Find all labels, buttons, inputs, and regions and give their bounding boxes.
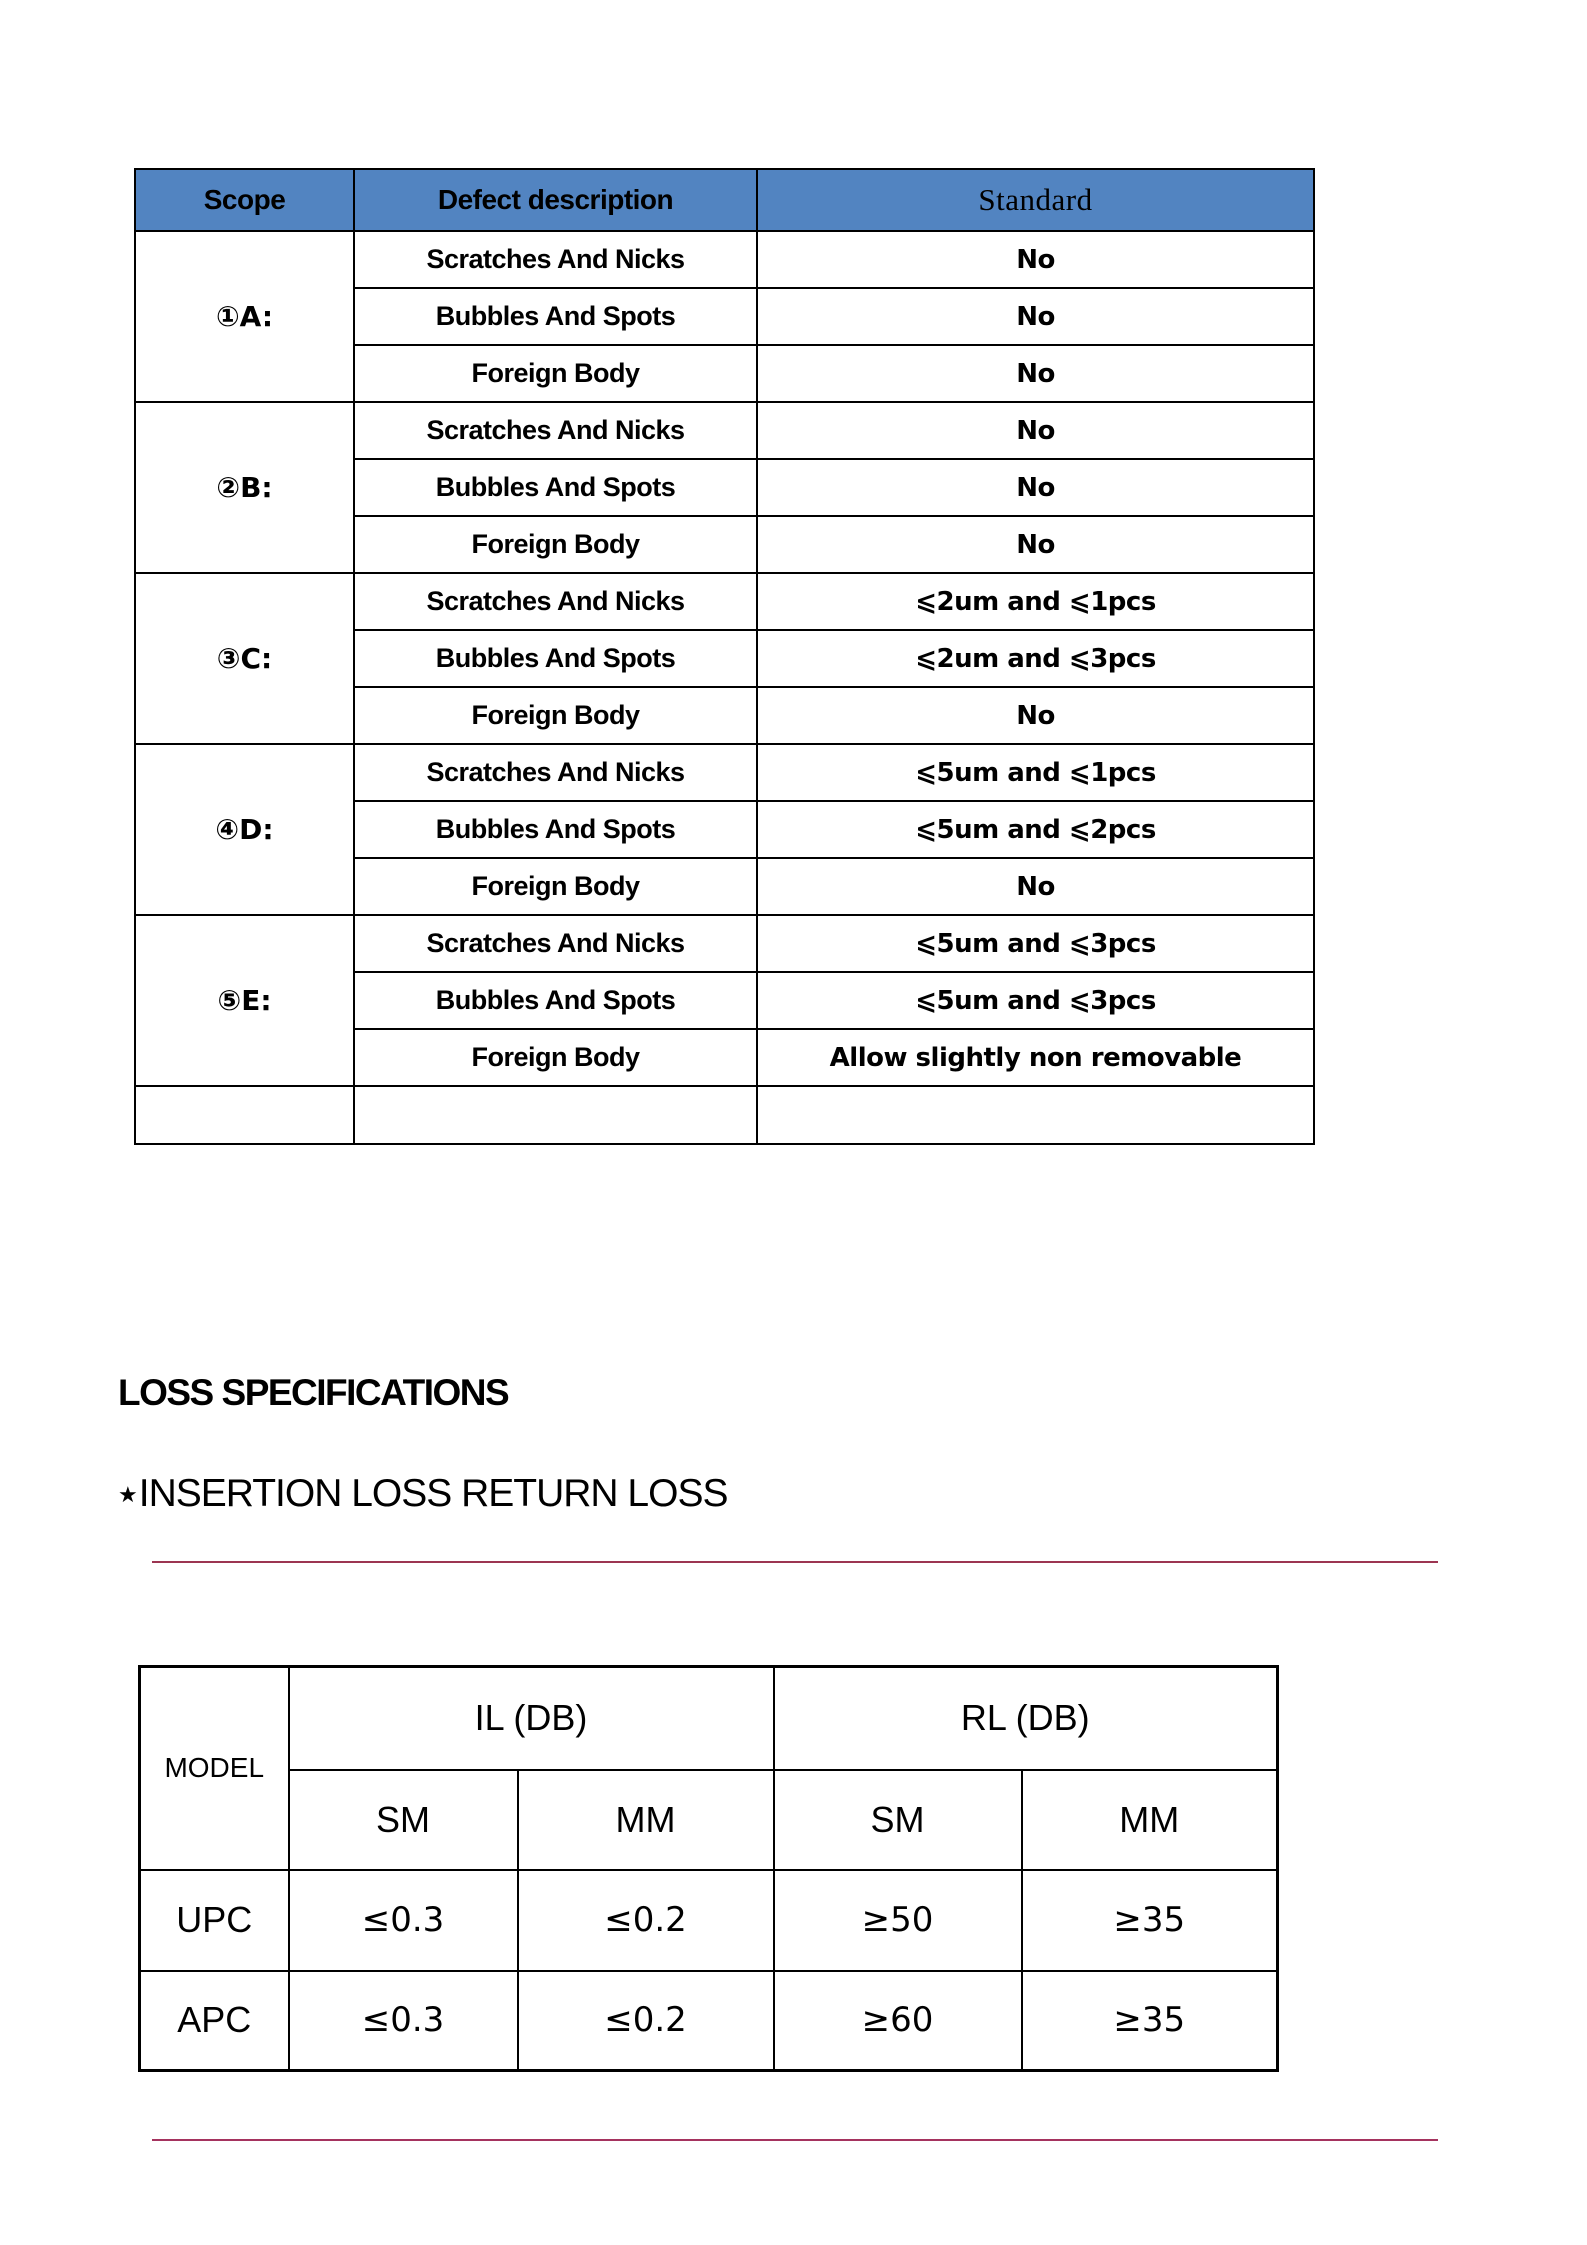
defect-cell: Foreign Body <box>354 687 757 744</box>
il-sm-value: ≤0.3 <box>289 1971 518 2071</box>
defect-cell: Foreign Body <box>354 1029 757 1086</box>
defect-cell: Scratches And Nicks <box>354 402 757 459</box>
rl-sm-value: ≥60 <box>774 1971 1022 2071</box>
defect-cell: Foreign Body <box>354 345 757 402</box>
standard-cell: ⩽5um and ⩽3pcs <box>757 972 1314 1029</box>
standard-cell: No <box>757 345 1314 402</box>
insertion-loss-subtitle-text: INSERTION LOSS RETURN LOSS <box>138 1472 728 1515</box>
il-mm-value: ≤0.2 <box>518 1971 774 2071</box>
table-row-apc <box>140 1971 1278 2071</box>
standard-cell: No <box>757 288 1314 345</box>
table-row <box>135 231 1314 288</box>
standard-cell: ⩽5um and ⩽3pcs <box>757 915 1314 972</box>
col-header-standard: Standard <box>757 169 1314 231</box>
defect-cell: Scratches And Nicks <box>354 231 757 288</box>
table-row <box>135 573 1314 630</box>
defect-cell: Bubbles And Spots <box>354 288 757 345</box>
rl-sm-value: ≥50 <box>774 1870 1022 1971</box>
empty-cell <box>135 1086 354 1144</box>
horizontal-rule-top <box>152 1561 1438 1563</box>
empty-table-row <box>135 1086 1314 1144</box>
rl-sm-header-cell: SM <box>774 1770 1022 1870</box>
il-sm-value: ≤0.3 <box>289 1870 518 1971</box>
empty-cell <box>757 1086 1314 1144</box>
standard-cell: No <box>757 858 1314 915</box>
standard-cell: No <box>757 459 1314 516</box>
model-cell: UPC <box>140 1870 289 1971</box>
col-header-defect-description: Defect description <box>354 169 757 231</box>
scope-cell-b: ②B: <box>135 402 354 573</box>
defect-cell: Foreign Body <box>354 516 757 573</box>
il-sm-header-cell: SM <box>289 1770 518 1870</box>
defect-cell: Bubbles And Spots <box>354 459 757 516</box>
scope-cell-c: ③C: <box>135 573 354 744</box>
defect-cell: Bubbles And Spots <box>354 630 757 687</box>
scope-cell-d: ④D: <box>135 744 354 915</box>
scope-cell-a: ①A: <box>135 231 354 402</box>
horizontal-rule-bottom <box>152 2139 1438 2141</box>
star-icon: ★ <box>118 1482 138 1507</box>
defect-cell: Foreign Body <box>354 858 757 915</box>
standard-cell: No <box>757 687 1314 744</box>
model-cell: APC <box>140 1971 289 2071</box>
loss-table-subheader-row <box>140 1770 1278 1870</box>
model-header-cell: MODEL <box>140 1667 289 1870</box>
standard-cell: No <box>757 231 1314 288</box>
rl-mm-value: ≥35 <box>1022 1971 1278 2071</box>
il-db-header-cell: IL (DB) <box>289 1667 774 1770</box>
defect-cell: Scratches And Nicks <box>354 915 757 972</box>
table-row-upc <box>140 1870 1278 1971</box>
defect-standard-table <box>134 168 1315 1145</box>
standard-cell: ⩽5um and ⩽2pcs <box>757 801 1314 858</box>
defect-cell: Scratches And Nicks <box>354 744 757 801</box>
rl-mm-value: ≥35 <box>1022 1870 1278 1971</box>
loss-specifications-title: LOSS SPECIFICATIONS <box>118 1372 509 1413</box>
standard-cell: No <box>757 516 1314 573</box>
rl-db-header-cell: RL (DB) <box>774 1667 1278 1770</box>
table-row <box>135 744 1314 801</box>
defect-cell: Bubbles And Spots <box>354 801 757 858</box>
standard-cell: ⩽2um and ⩽3pcs <box>757 630 1314 687</box>
insertion-loss-subtitle <box>118 1472 727 1516</box>
defect-table-header-row <box>135 169 1314 231</box>
empty-cell <box>354 1086 757 1144</box>
col-header-scope: Scope <box>135 169 354 231</box>
il-mm-header-cell: MM <box>518 1770 774 1870</box>
standard-cell: Allow slightly non removable <box>757 1029 1314 1086</box>
standard-cell: ⩽2um and ⩽1pcs <box>757 573 1314 630</box>
loss-table-group-header-row <box>140 1667 1278 1770</box>
table-row <box>135 915 1314 972</box>
il-mm-value: ≤0.2 <box>518 1870 774 1971</box>
scope-cell-e: ⑤E: <box>135 915 354 1086</box>
standard-cell: ⩽5um and ⩽1pcs <box>757 744 1314 801</box>
defect-cell: Scratches And Nicks <box>354 573 757 630</box>
table-row <box>135 402 1314 459</box>
standard-cell: No <box>757 402 1314 459</box>
defect-cell: Bubbles And Spots <box>354 972 757 1029</box>
rl-mm-header-cell: MM <box>1022 1770 1278 1870</box>
loss-table <box>138 1665 1279 2072</box>
